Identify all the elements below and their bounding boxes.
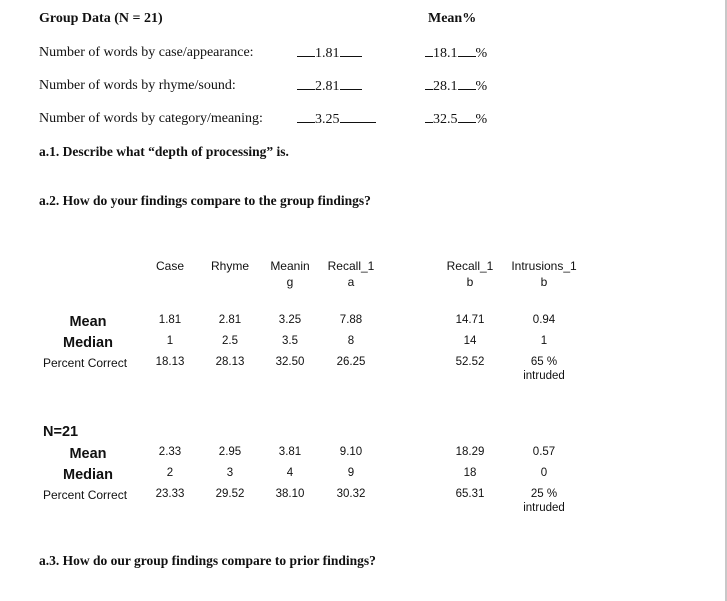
cell: 1: [540, 335, 548, 347]
question-a2: a.2. How do your findings compare to the group findings?: [39, 193, 371, 208]
group-row-label-category: Number of words by category/meaning:: [39, 111, 263, 126]
cell: 38.10: [275, 488, 305, 500]
group-row-value-category: 3.25: [297, 111, 376, 128]
group-row-pct-category: 32.5 %: [425, 111, 487, 128]
cell: 2.33: [158, 446, 182, 458]
row-label-median: Median: [63, 335, 113, 351]
row-label-mean: Mean: [69, 446, 107, 462]
header-case: Case: [155, 259, 184, 273]
header-intrusions-1b: Intrusions_1 b: [511, 259, 577, 289]
cell: 25 % intruded: [523, 488, 565, 514]
question-a3: a.3. How do our group findings compare to prior findings?: [39, 553, 376, 568]
group-row-pct-rhyme: 28.1 %: [425, 78, 487, 95]
row-label-median: Median: [63, 467, 113, 483]
group-row-value-case: 1.81: [297, 45, 362, 62]
cell: 65.31: [455, 488, 485, 500]
block2-title: N=21: [43, 424, 79, 440]
group-row-value-rhyme: 2.81: [297, 78, 362, 95]
cell: 7.88: [339, 314, 363, 326]
cell: 30.32: [336, 488, 366, 500]
cell: 3: [226, 467, 234, 479]
cell: 26.25: [336, 356, 366, 368]
mean-percent-label: Mean%: [428, 11, 477, 26]
cell: 9.10: [339, 446, 363, 458]
cell: 18: [463, 467, 477, 479]
group-row-pct-case: 18.1 %: [425, 45, 487, 62]
row-label-percent-correct: Percent Correct: [43, 488, 128, 502]
cell: 2.95: [218, 446, 242, 458]
group-row-label-case: Number of words by case/appearance:: [39, 45, 254, 60]
cell: 4: [286, 467, 294, 479]
cell: 2.5: [222, 335, 238, 347]
cell: 3.5: [282, 335, 298, 347]
cell: 1: [166, 335, 174, 347]
group-data-title: Group Data (N = 21): [39, 11, 163, 26]
cell: 28.13: [215, 356, 245, 368]
cell: 23.33: [155, 488, 185, 500]
row-label-percent-correct: Percent Correct: [43, 356, 128, 370]
cell: 52.52: [455, 356, 485, 368]
cell: 18.13: [155, 356, 185, 368]
cell: 0: [540, 467, 548, 479]
cell: 14.71: [455, 314, 485, 326]
cell: 0.57: [532, 446, 556, 458]
header-meaning: Meanin g: [270, 259, 310, 289]
cell: 0.94: [532, 314, 556, 326]
header-rhyme: Rhyme: [210, 259, 249, 273]
question-a1: a.1. Describe what “depth of processing” is.: [39, 144, 289, 159]
cell: 2.81: [218, 314, 242, 326]
row-label-mean: Mean: [69, 314, 107, 330]
cell: 3.81: [278, 446, 302, 458]
cell: 1.81: [158, 314, 182, 326]
cell: 2: [166, 467, 174, 479]
cell: 32.50: [275, 356, 305, 368]
cell: 65 % intruded: [523, 356, 565, 382]
cell: 9: [347, 467, 355, 479]
cell: 14: [463, 335, 477, 347]
cell: 18.29: [455, 446, 485, 458]
header-recall-1a: Recall_1 a: [327, 259, 375, 289]
cell: 8: [347, 335, 355, 347]
header-recall-1b: Recall_1 b: [446, 259, 494, 289]
cell: 29.52: [215, 488, 245, 500]
group-row-label-rhyme: Number of words by rhyme/sound:: [39, 78, 236, 93]
cell: 3.25: [278, 314, 302, 326]
